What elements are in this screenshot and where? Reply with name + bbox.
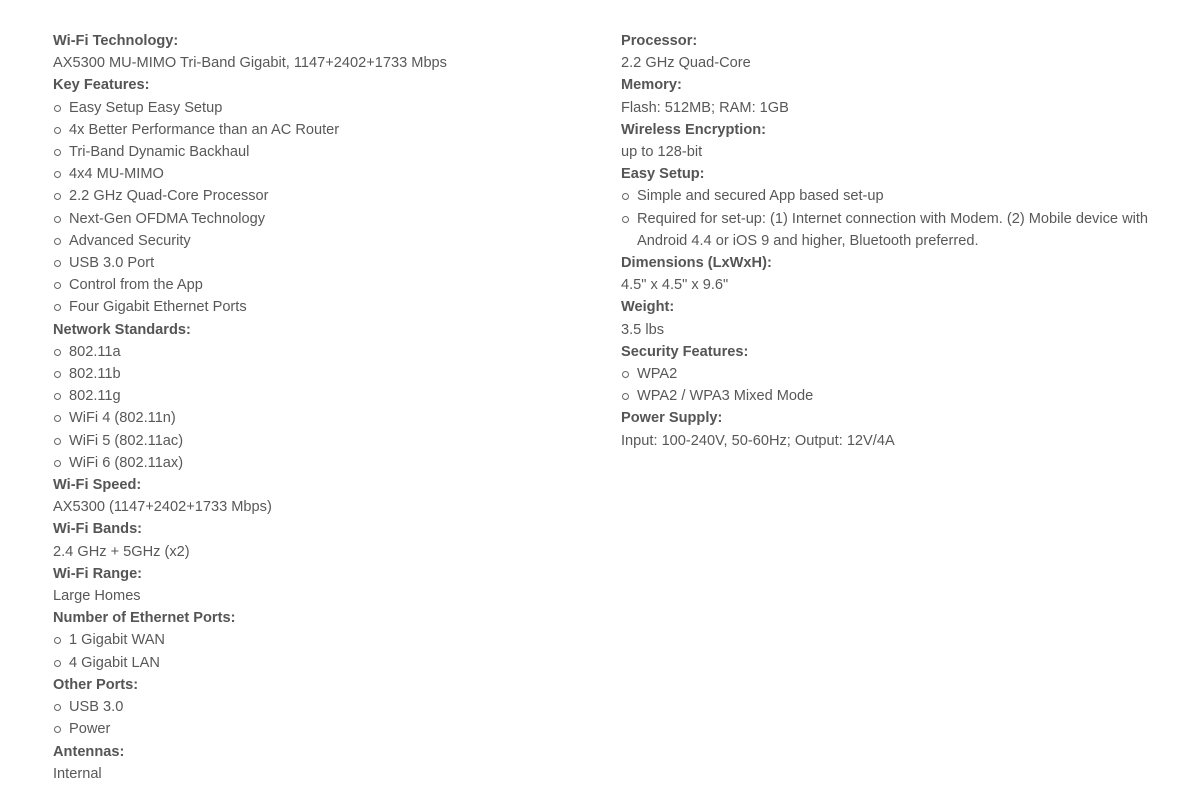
list-item-text: WPA2 / WPA3 Mixed Mode	[637, 388, 814, 405]
list-item-text: WiFi 6 (802.11ax)	[69, 454, 184, 471]
bullet-circle-icon	[54, 238, 61, 245]
wireless-encryption-label: Wireless Encryption:	[621, 121, 767, 138]
list-item-text: 802.11a	[69, 343, 121, 360]
memory-label: Memory:	[621, 77, 682, 94]
list-item	[53, 296, 593, 318]
power-supply-label: Power Supply:	[621, 410, 723, 427]
wifi-range-value: Large Homes	[53, 588, 141, 605]
list-item	[53, 208, 593, 230]
wifi-bands-label: Wi-Fi Bands:	[53, 521, 143, 538]
list-item-text: Advanced Security	[69, 232, 191, 249]
bullet-circle-icon	[54, 660, 61, 667]
list-item	[621, 385, 1181, 407]
bullet-circle-icon	[622, 216, 629, 223]
antennas-value: Internal	[53, 765, 102, 782]
list-item	[53, 718, 593, 740]
spec-column-right	[621, 30, 1181, 452]
antennas-label: Antennas:	[53, 743, 125, 760]
list-item-text: 1 Gigabit WAN	[69, 632, 165, 649]
weight-value: 3.5 lbs	[621, 321, 664, 338]
list-item	[53, 407, 593, 429]
weight-label: Weight:	[621, 299, 675, 316]
list-item	[53, 119, 593, 141]
bullet-circle-icon	[54, 105, 61, 112]
list-item	[53, 97, 593, 119]
list-item-text: Next-Gen OFDMA Technology	[69, 210, 266, 227]
wireless-encryption-value: up to 128-bit	[621, 144, 703, 161]
wifi-speed-value: AX5300 (1147+2402+1733 Mbps)	[53, 499, 272, 516]
bullet-circle-icon	[54, 149, 61, 156]
list-item-text: 4x Better Performance than an AC Router	[69, 121, 340, 138]
list-item	[53, 230, 593, 252]
list-item	[53, 652, 593, 674]
bullet-circle-icon	[622, 371, 629, 378]
list-item	[621, 185, 1181, 207]
list-item	[53, 163, 593, 185]
processor-value: 2.2 GHz Quad-Core	[621, 55, 751, 72]
list-item	[53, 141, 593, 163]
other-ports-label: Other Ports:	[53, 676, 139, 693]
list-item-text: 4x4 MU-MIMO	[69, 166, 164, 183]
bullet-circle-icon	[54, 704, 61, 711]
processor-label: Processor:	[621, 33, 698, 49]
list-item	[53, 363, 593, 385]
list-item-text: USB 3.0 Port	[69, 255, 155, 272]
list-item-text: WiFi 5 (802.11ac)	[69, 432, 184, 449]
bullet-circle-icon	[622, 193, 629, 200]
list-item	[53, 185, 593, 207]
list-item-text: Simple and secured App based set-up	[637, 188, 884, 205]
wifi-technology-label: Wi-Fi Technology:	[53, 33, 179, 49]
key-features-label: Key Features:	[53, 77, 150, 94]
bullet-circle-icon	[54, 193, 61, 200]
list-item-text: WPA2	[637, 366, 678, 383]
list-item-text: Power	[69, 721, 111, 738]
bullet-circle-icon	[54, 371, 61, 378]
bullet-circle-icon	[54, 415, 61, 422]
list-item	[53, 341, 593, 363]
easy-setup-label: Easy Setup:	[621, 166, 705, 183]
wifi-range-label: Wi-Fi Range:	[53, 565, 143, 582]
power-supply-value: Input: 100-240V, 50-60Hz; Output: 12V/4A	[621, 432, 895, 449]
list-item	[53, 252, 593, 274]
dimensions-value: 4.5" x 4.5" x 9.6"	[621, 277, 729, 294]
spec-column-left	[53, 30, 593, 785]
bullet-circle-icon	[54, 260, 61, 267]
list-item-text: Required for set-up: (1) Internet connection with Modem. (2) Mobile device with Android 4.4 or iOS 9 and higher, Bluetooth preferred.	[637, 210, 1149, 249]
bullet-circle-icon	[54, 438, 61, 445]
bullet-circle-icon	[622, 393, 629, 400]
list-item	[53, 452, 593, 474]
bullet-circle-icon	[54, 393, 61, 400]
list-item-text: WiFi 4 (802.11n)	[69, 410, 176, 427]
bullet-circle-icon	[54, 216, 61, 223]
list-item-text: Four Gigabit Ethernet Ports	[69, 299, 247, 316]
bullet-circle-icon	[54, 171, 61, 178]
network-standards-label: Network Standards:	[53, 321, 191, 338]
security-features-label: Security Features:	[621, 343, 749, 360]
list-item	[53, 430, 593, 452]
list-item-text: USB 3.0	[69, 699, 124, 716]
easy-setup-list	[621, 185, 1181, 252]
bullet-circle-icon	[54, 282, 61, 289]
ethernet-ports-list	[53, 629, 593, 673]
bullet-circle-icon	[54, 349, 61, 356]
list-item	[53, 385, 593, 407]
list-item	[53, 629, 593, 651]
dimensions-label: Dimensions (LxWxH):	[621, 255, 772, 272]
network-standards-list	[53, 341, 593, 474]
list-item-text: Tri-Band Dynamic Backhaul	[69, 144, 250, 161]
ethernet-ports-label: Number of Ethernet Ports:	[53, 610, 236, 627]
other-ports-list	[53, 696, 593, 740]
memory-value: Flash: 512MB; RAM: 1GB	[621, 99, 789, 116]
wifi-technology-value: AX5300 MU-MIMO Tri-Band Gigabit, 1147+2402+1733 Mbps	[53, 55, 447, 72]
list-item	[53, 274, 593, 296]
key-features-list	[53, 97, 593, 319]
bullet-circle-icon	[54, 726, 61, 733]
list-item-text: 2.2 GHz Quad-Core Processor	[69, 188, 269, 205]
list-item-text: Easy Setup Easy Setup	[69, 99, 223, 116]
wifi-bands-value: 2.4 GHz + 5GHz (x2)	[53, 543, 190, 560]
bullet-circle-icon	[54, 460, 61, 467]
wifi-speed-label: Wi-Fi Speed:	[53, 477, 142, 494]
bullet-circle-icon	[54, 637, 61, 644]
list-item	[621, 208, 1181, 252]
list-item	[53, 696, 593, 718]
security-features-list	[621, 363, 1181, 407]
bullet-circle-icon	[54, 304, 61, 311]
list-item-text: 4 Gigabit LAN	[69, 654, 160, 671]
list-item-text: 802.11g	[69, 388, 121, 405]
bullet-circle-icon	[54, 127, 61, 134]
list-item-text: 802.11b	[69, 366, 121, 383]
list-item-text: Control from the App	[69, 277, 203, 294]
list-item	[621, 363, 1181, 385]
